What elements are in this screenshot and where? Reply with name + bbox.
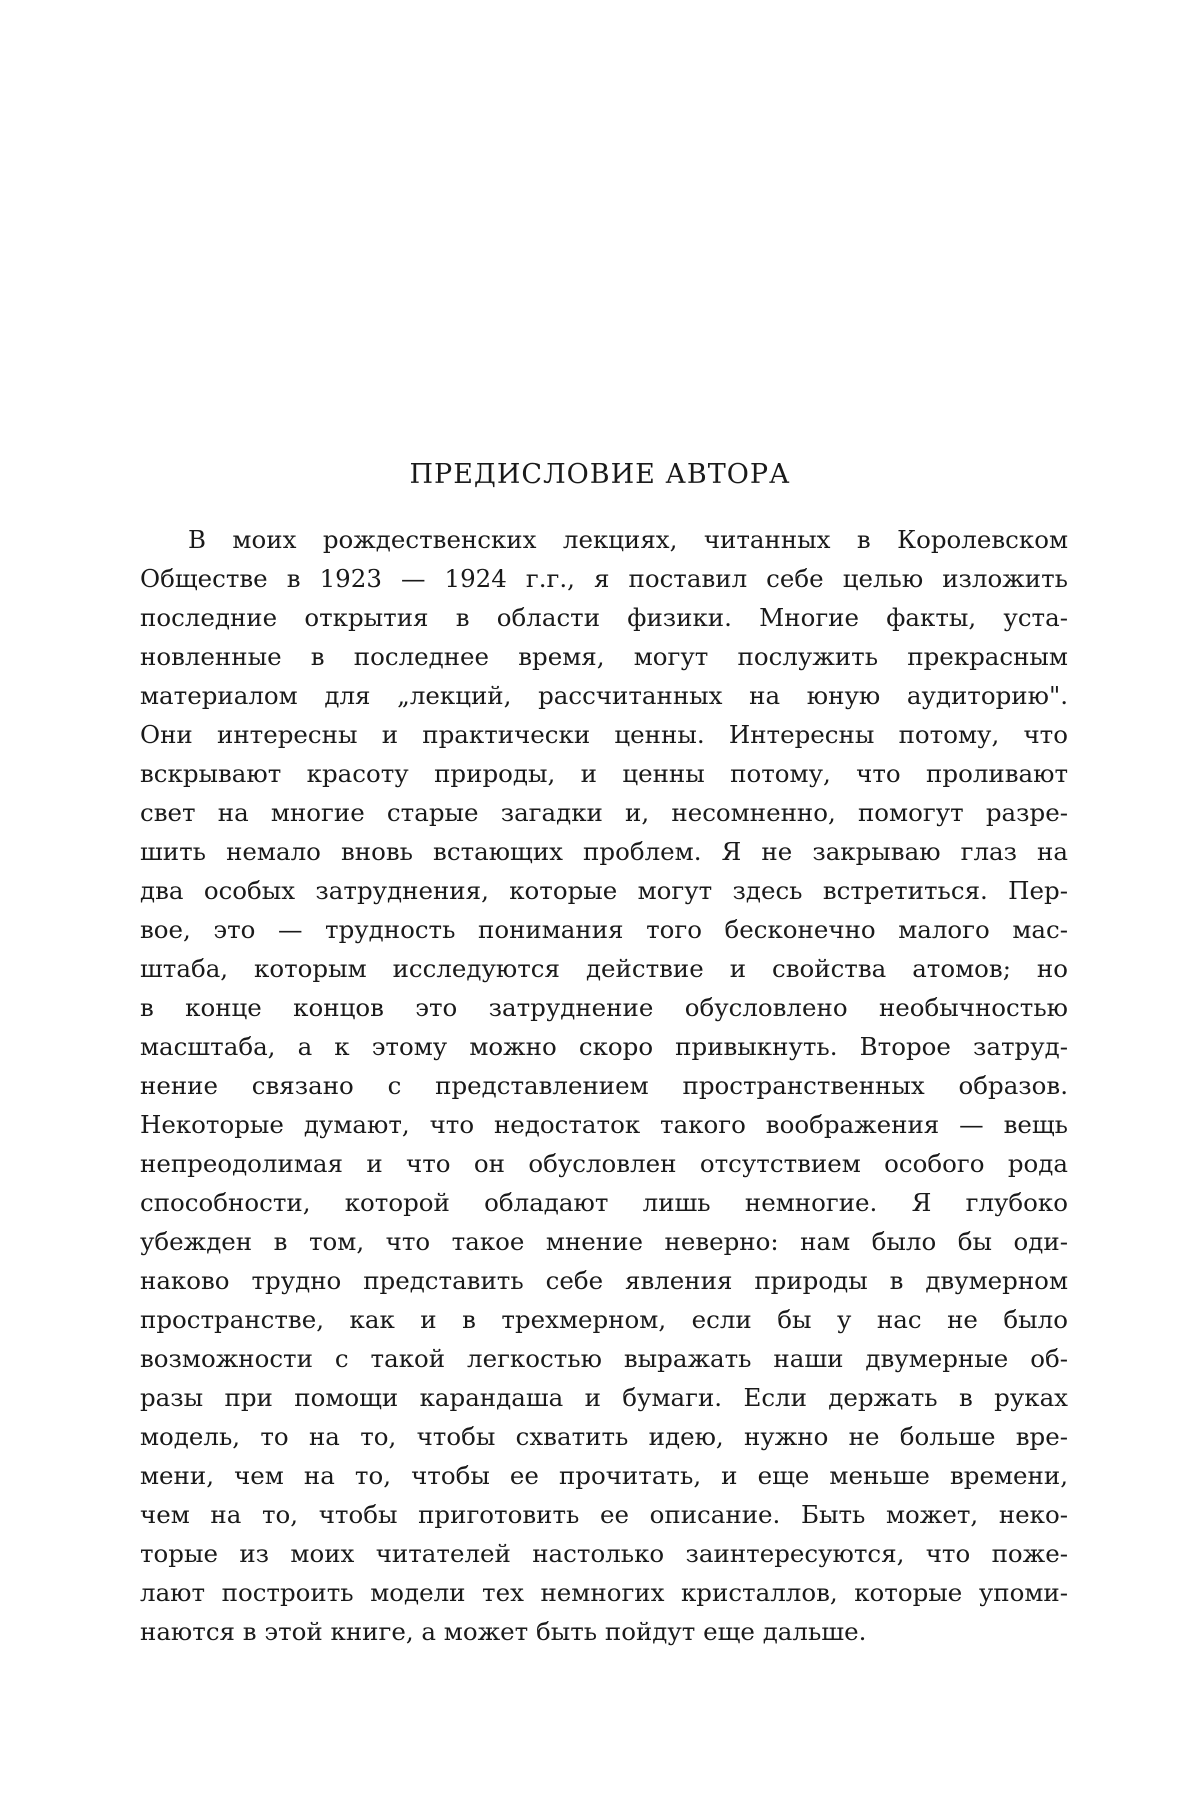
text-line: торые из моих читателей настолько заинтересуются, что поже- <box>140 1534 1068 1573</box>
text-line: Они интересны и практически ценны. Интересны потому, что <box>140 715 1068 754</box>
text-line: масштаба, а к этому можно скоро привыкнуть. Второе затруд- <box>140 1027 1068 1066</box>
preface-paragraph <box>140 520 1068 1651</box>
text-line: непреодолимая и что он обусловлен отсутствием особого рода <box>140 1144 1068 1183</box>
text-line: наются в этой книге, а может быть пойдут еще дальше. <box>140 1612 1068 1651</box>
text-line: модель, то на то, чтобы схватить идею, нужно не больше вре- <box>140 1417 1068 1456</box>
text-line: пространстве, как и в трехмерном, если бы у нас не было <box>140 1300 1068 1339</box>
text-line: убежден в том, что такое мнение неверно: нам было бы оди- <box>140 1222 1068 1261</box>
text-line: последние открытия в области физики. Многие факты, уста- <box>140 598 1068 637</box>
text-line: материалом для „лекций, рассчитанных на юную аудиторию". <box>140 676 1068 715</box>
text-line: способности, которой обладают лишь немногие. Я глубоко <box>140 1183 1068 1222</box>
text-line: штаба, которым исследуются действие и свойства атомов; но <box>140 949 1068 988</box>
text-line: шить немало вновь встающих проблем. Я не закрываю глаз на <box>140 832 1068 871</box>
text-line: возможности с такой легкостью выражать наши двумерные об- <box>140 1339 1068 1378</box>
text-line: в конце концов это затруднение обусловлено необычностью <box>140 988 1068 1027</box>
book-page <box>0 0 1200 1800</box>
text-line: наково трудно представить себе явления природы в двумерном <box>140 1261 1068 1300</box>
text-line: мени, чем на то, чтобы ее прочитать, и еще меньше времени, <box>140 1456 1068 1495</box>
text-line: лают построить модели тех немногих кристаллов, которые упоми- <box>140 1573 1068 1612</box>
text-line: свет на многие старые загадки и, несомненно, помогут разре- <box>140 793 1068 832</box>
text-line: нение связано с представлением пространственных образов. <box>140 1066 1068 1105</box>
text-line: разы при помощи карандаша и бумаги. Если держать в руках <box>140 1378 1068 1417</box>
text-line: вскрывают красоту природы, и ценны потому, что проливают <box>140 754 1068 793</box>
text-line: Обществе в 1923 — 1924 г.г., я поставил себе целью изложить <box>140 559 1068 598</box>
text-line: чем на то, чтобы приготовить ее описание. Быть может, неко- <box>140 1495 1068 1534</box>
text-line: два особых затруднения, которые могут здесь встретиться. Пер- <box>140 871 1068 910</box>
text-line: вое, это — трудность понимания того бесконечно малого мас- <box>140 910 1068 949</box>
text-line: Некоторые думают, что недостаток такого воображения — вещь <box>140 1105 1068 1144</box>
text-line: новленные в последнее время, могут послужить прекрасным <box>140 637 1068 676</box>
text-line: В моих рождественских лекциях, читанных в Королевском <box>140 520 1068 559</box>
page-title: ПРЕДИСЛОВИЕ АВТОРА <box>0 455 1200 495</box>
